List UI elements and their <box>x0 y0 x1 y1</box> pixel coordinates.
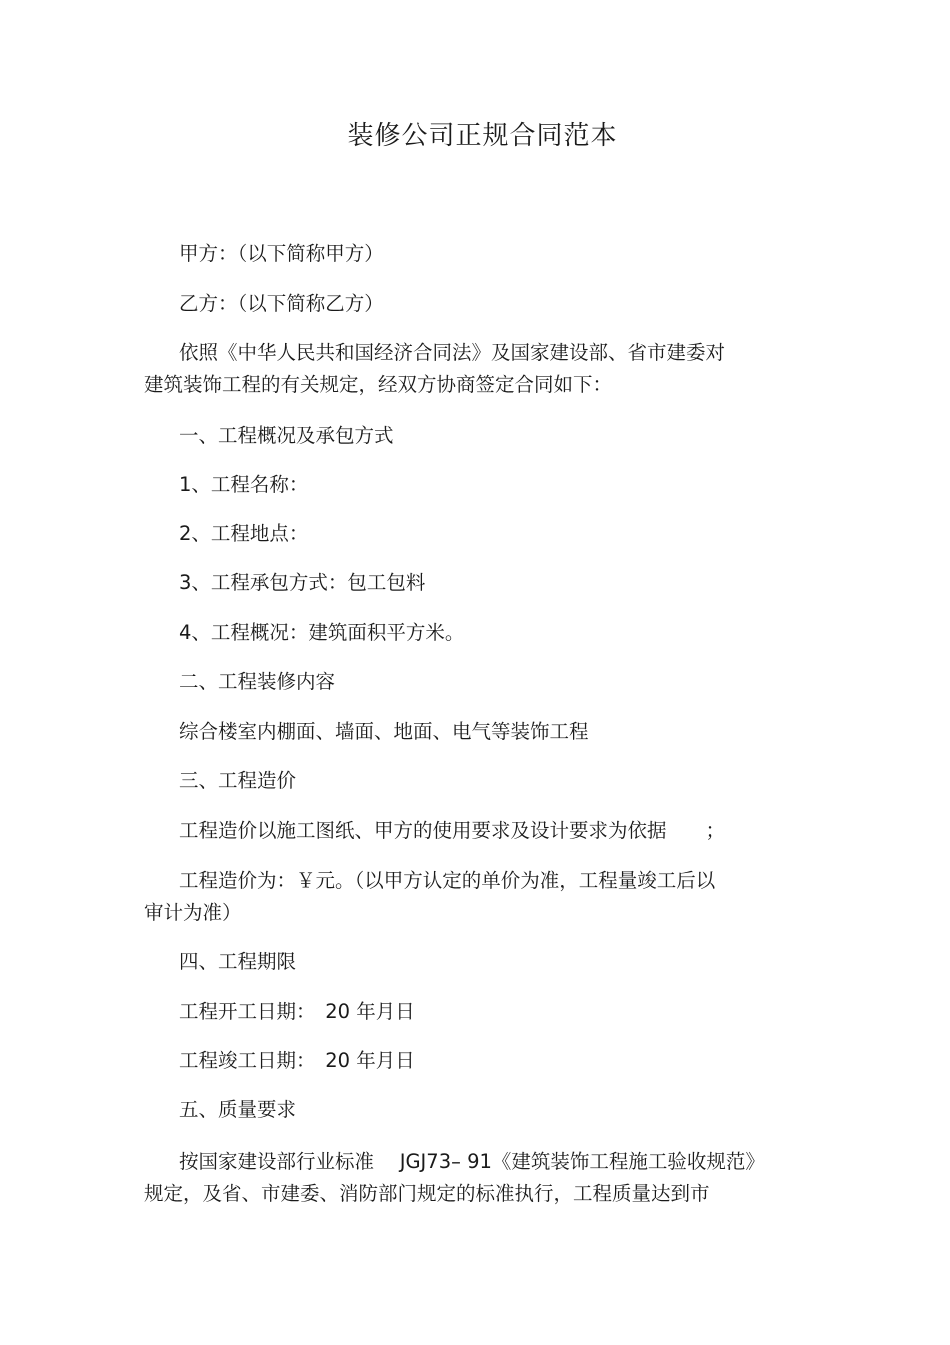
section-2-heading: 二、工程装修内容 <box>179 670 336 693</box>
intro-line-2: 建筑装饰工程的有关规定，经双方协商签定合同如下： <box>144 373 613 396</box>
section-3-heading: 三、工程造价 <box>179 769 297 792</box>
quality-paragraph <box>144 1146 824 1210</box>
section-5-heading: 五、质量要求 <box>179 1098 297 1121</box>
item-project-overview: 4、工程概况：建筑面积平方米。 <box>179 621 465 644</box>
section-1-heading: 一、工程概况及承包方式 <box>179 424 394 447</box>
intro-paragraph <box>144 337 824 401</box>
price-paragraph <box>144 865 824 929</box>
start-date-line: 工程开工日期： 20 年月日 <box>179 1000 415 1023</box>
document-title: 装修公司正规合同范本 <box>347 121 618 151</box>
end-date-line: 工程竣工日期： 20 年月日 <box>179 1049 415 1072</box>
quality-line-2: 规定，及省、市建委、消防部门规定的标准执行，工程质量达到市 <box>144 1182 710 1205</box>
party-a-line: 甲方：（以下简称甲方） <box>179 242 384 265</box>
price-line-1: 工程造价为：￥元。（以甲方认定的单价为准，工程量竣工后以 <box>179 869 716 892</box>
item-project-location: 2、工程地点： <box>179 522 309 545</box>
section-4-heading: 四、工程期限 <box>179 950 297 973</box>
party-b-line: 乙方：（以下简称乙方） <box>179 292 384 315</box>
intro-line-1: 依照《中华人民共和国经济合同法》及国家建设部、省市建委对 <box>179 341 726 364</box>
section-2-body: 综合楼室内棚面、墙面、地面、电气等装饰工程 <box>179 720 589 743</box>
price-line-2: 审计为准） <box>144 901 242 924</box>
item-project-name: 1、工程名称： <box>179 473 309 496</box>
quality-line-1: 按国家建设部行业标准 JGJ73– 91《建筑装饰工程施工验收规范》 <box>179 1150 765 1173</box>
item-contract-method: 3、工程承包方式：包工包料 <box>179 571 426 594</box>
section-3-body: 工程造价以施工图纸、甲方的使用要求及设计要求为依据 ； <box>179 819 726 842</box>
